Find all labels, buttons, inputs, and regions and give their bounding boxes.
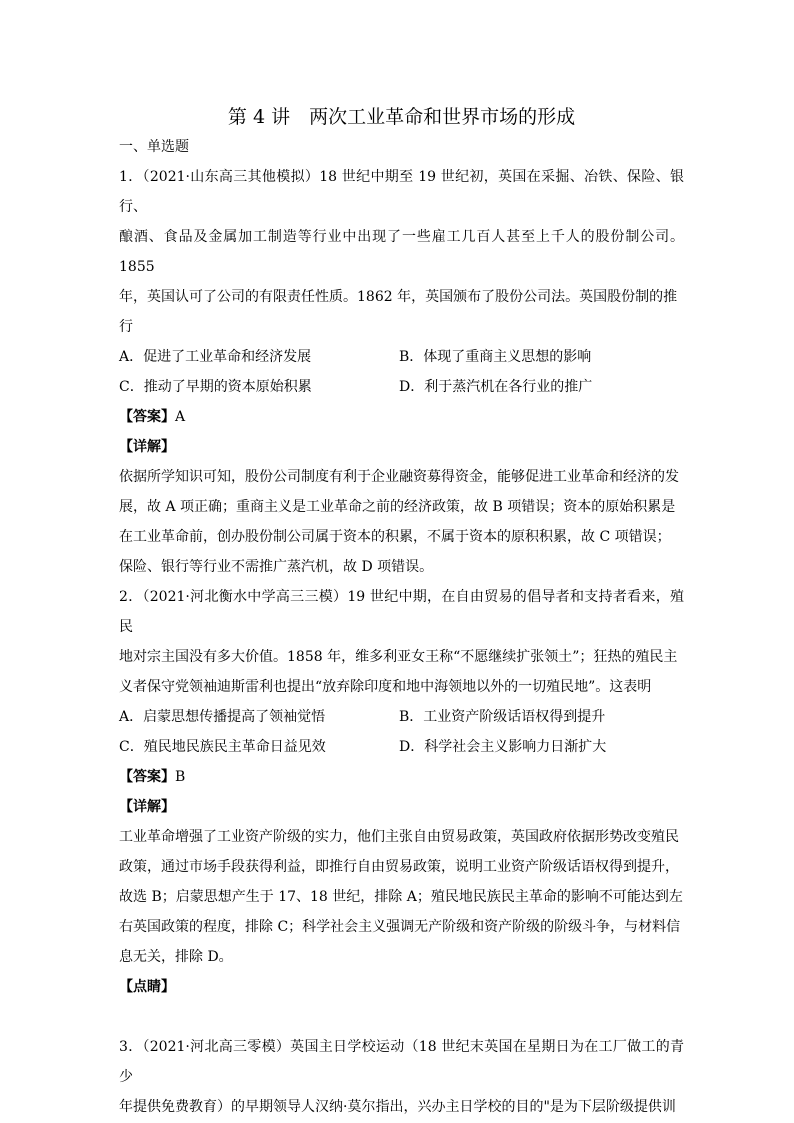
comment-label: 【点睛】: [119, 979, 175, 995]
answer-value: A: [175, 409, 186, 425]
detail-line: 展，故 A 项正确；重商主义是工业革命之前的经济政策，故 B 项错误；资本的原始积累是: [119, 499, 676, 515]
question-line: 1．（2021·山东高三其他模拟）18 世纪中期至 19 世纪初，英国在采掘、冶铁、保险、银行、: [119, 169, 684, 215]
option-a: A．促进了工业革命和经济发展: [119, 349, 312, 365]
detail-line: 右英国政策的程度，排除 C；科学社会主义强调无产阶级和资产阶级的阶级斗争，与材料信: [119, 919, 681, 935]
detail-label: 【详解】: [119, 439, 175, 455]
option-d: D．利于蒸汽机在各行业的推广: [399, 379, 593, 395]
option-c: C．殖民地民族民主革命日益见效: [119, 739, 326, 755]
question-line: 3．（2021·河北高三零模）英国主日学校运动（18 世纪末英国在星期日为在工厂做工的青少: [119, 1039, 684, 1085]
options-row: [119, 372, 684, 402]
question-1: [119, 162, 684, 582]
section-heading: 一、单选题: [119, 139, 189, 155]
question-2: [119, 582, 684, 1002]
page-title: 第 4 讲 两次工业革命和世界市场的形成: [227, 106, 576, 128]
document-page: [119, 100, 684, 1122]
option-c: C．推动了早期的资本原始积累: [119, 379, 312, 395]
answer-label: 【答案】: [119, 409, 175, 425]
answer-line: [119, 402, 684, 432]
question-line: 年，英国认可了公司的有限责任性质。1862 年，英国颁布了股份公司法。英国股份制的推: [119, 289, 678, 305]
detail-line: 保险、银行等行业不需推广蒸汽机，故 D 项错误。: [119, 559, 434, 575]
detail-line: 工业革命增强了工业资产阶级的实力，他们主张自由贸易政策，英国政府依据形势改变殖民: [119, 829, 679, 845]
option-b: B．工业资产阶级话语权得到提升: [399, 709, 606, 725]
question-3: [119, 1032, 684, 1122]
detail-line: 在工业革命前，创办股份制公司属于资本的积累，不属于资本的原积积累，故 C 项错误；: [119, 529, 671, 545]
detail-line: 依据所学知识可知，股份公司制度有利于企业融资募得资金，能够促进工业革命和经济的发: [119, 469, 679, 485]
question-line: 2．（2021·河北衡水中学高三三模）19 世纪中期，在自由贸易的倡导者和支持者看来，殖民: [119, 589, 684, 635]
answer-line: [119, 762, 684, 792]
question-line: 酿酒、食品及金属加工制造等行业中出现了一些雇工几百人甚至上千人的股份制公司。1855: [119, 229, 684, 275]
option-a: A．启蒙思想传播提高了领袖觉悟: [119, 709, 326, 725]
detail-line: 息无关，排除 D。: [119, 949, 233, 965]
options-row: [119, 702, 684, 732]
answer-value: B: [175, 769, 186, 785]
detail-line: 政策，通过市场手段获得利益，即推行自由贸易政策，说明工业资产阶级话语权得到提升，: [119, 859, 679, 875]
options-row: [119, 342, 684, 372]
option-d: D．科学社会主义影响力日渐扩大: [399, 739, 607, 755]
question-line: 地对宗主国没有多大价值。1858 年，维多利亚女王称“不愿继续扩张领土”；狂热的殖民主: [119, 649, 678, 665]
options-row: [119, 732, 684, 762]
question-line: 行: [119, 319, 133, 335]
answer-label: 【答案】: [119, 769, 175, 785]
question-line: 年提供免费教育）的早期领导人汉纳·莫尔指出，兴办主日学校的目的"是为下层阶级提供训: [119, 1099, 676, 1115]
spacer: [119, 1002, 684, 1032]
option-b: B．体现了重商主义思想的影响: [399, 349, 592, 365]
detail-label: 【详解】: [119, 799, 175, 815]
detail-line: 故选 B；启蒙思想产生于 17、18 世纪，排除 A；殖民地民族民主革命的影响不可能达到左: [119, 889, 683, 905]
question-line: 义者保守党领袖迪斯雷利也提出“放弃除印度和地中海领地以外的一切殖民地”。这表明: [119, 679, 652, 695]
